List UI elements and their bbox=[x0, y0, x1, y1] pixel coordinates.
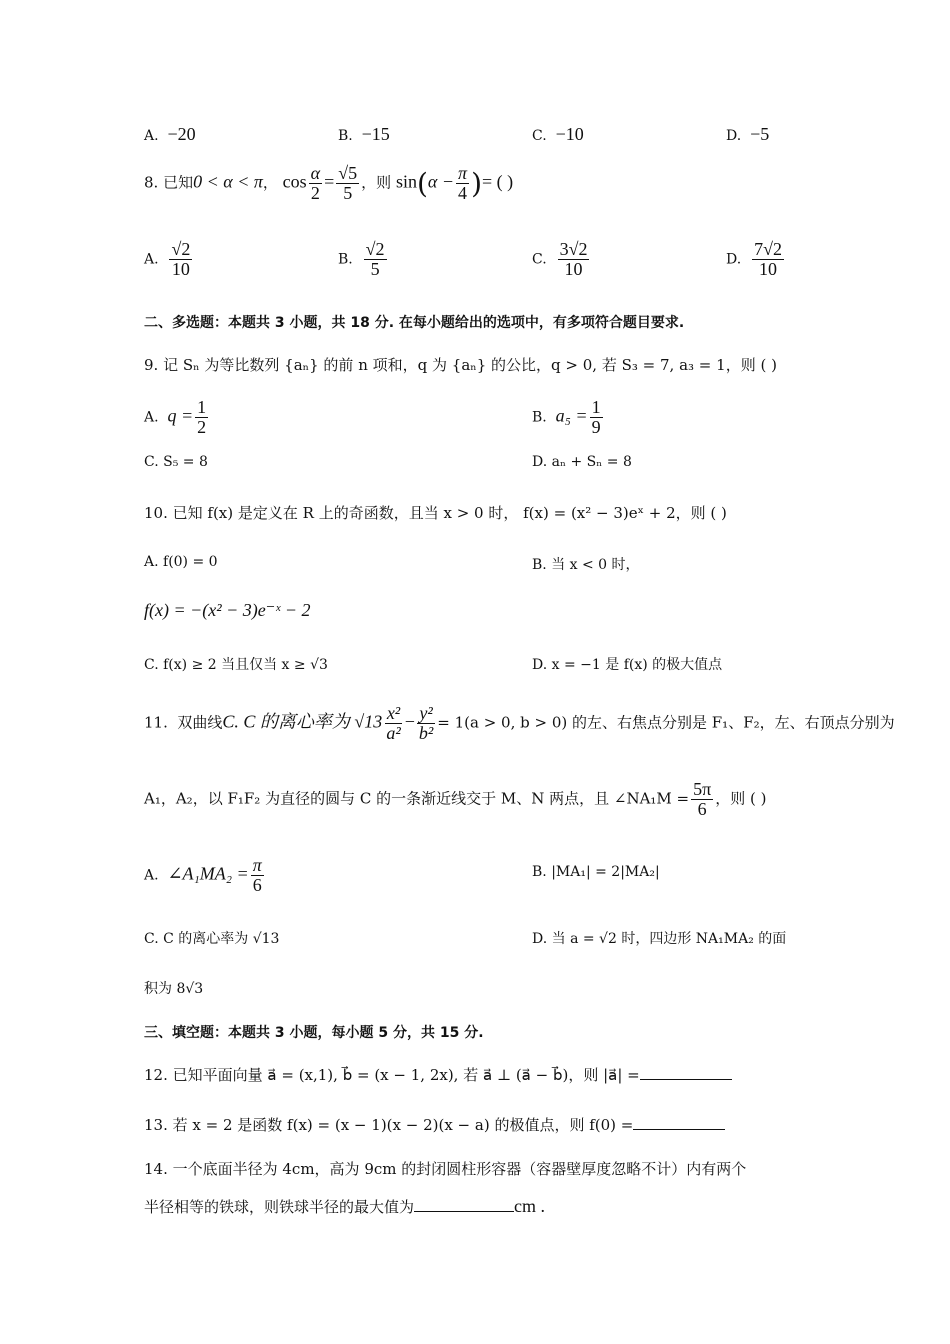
q11-option-c: C. C 的离心率为 √13 bbox=[144, 931, 280, 947]
q9-option-d: D. aₙ + Sₙ = 8 bbox=[532, 454, 632, 470]
q8-option-d: D. $\frac{7√2}{10}$ bbox=[726, 239, 782, 279]
q9-option-a: A. q = $\frac{1}{2}$ bbox=[144, 397, 207, 437]
question-8: 8. 已知0 < α < π， cos $\frac{\alpha}{2}$ = $\frac{√5}{5}$ ，则 sin(α − $\frac{\pi}{4}$ )= ( ) bbox=[144, 163, 514, 203]
q7-option-a: A. −20 bbox=[144, 124, 196, 144]
q7-option-b: B. −15 bbox=[338, 124, 390, 144]
question-10: 10. 已知 f(x) 是定义在 R 上的奇函数，且当 x > 0 时， f(x) = (x² − 3)eˣ + 2，则 ( ) bbox=[144, 504, 727, 522]
q10-option-b: B. 当 x < 0 时， bbox=[532, 557, 640, 573]
q8-option-c: C. $\frac{3√2}{10}$ bbox=[532, 239, 588, 279]
q11-option-b: B. |MA₁| = 2|MA₂| bbox=[532, 864, 660, 880]
q10-option-d: D. x = −1 是 f(x) 的极大值点 bbox=[532, 657, 723, 673]
q8-option-b: B. $\frac{√2}{5}$ bbox=[338, 239, 385, 279]
q11-option-d: D. 当 a = √2 时，四边形 NA₁MA₂ 的面 bbox=[532, 931, 787, 947]
question-14: 14. 一个底面半径为 4cm，高为 9cm 的封闭圆柱形容器（容器壁厚度忽略不计）内有两个 bbox=[144, 1160, 747, 1178]
q10-option-b-continued: f(x) = −(x² − 3)e⁻ˣ − 2 bbox=[144, 600, 311, 620]
question-11: 11. 双曲线C. C 的离心率为 √13 $\frac{\text{x²}}{\text{a²}}$ − $\frac{\text{y²}}{\text{b²}}$ = 1(a > 0, b > 0) 的左、右焦点分别是 F₁、F₂，左、右顶点分别为 bbox=[144, 703, 895, 743]
q9-option-c: C. S₅ = 8 bbox=[144, 454, 208, 470]
question-9: 9. 记 Sₙ 为等比数列 {aₙ} 的前 n 项和，q 为 {aₙ} 的公比，q > 0, 若 S₃ = 7, a₃ = 1，则 ( ) bbox=[144, 356, 777, 374]
section-3-heading: 三、填空题：本题共 3 小题，每小题 5 分，共 15 分. bbox=[144, 1025, 484, 1041]
question-12: 12. 已知平面向量 a⃗ = (x,1), b⃗ = (x − 1, 2x), 若 a⃗ ⊥ (a⃗ − b⃗)，则 |a⃗| = bbox=[144, 1064, 732, 1085]
q14-answer-blank[interactable] bbox=[414, 1197, 514, 1212]
q12-answer-blank[interactable] bbox=[640, 1065, 732, 1080]
q11-option-a: A. ∠A₁MA₂ = $\frac{\pi}{6}$ bbox=[144, 855, 262, 895]
q7-option-c: C. −10 bbox=[532, 124, 584, 144]
q11-option-d-continued: 积为 8√3 bbox=[144, 981, 204, 997]
q10-option-c: C. f(x) ≥ 2 当且仅当 x ≥ √3 bbox=[144, 657, 328, 673]
q7-option-d: D. −5 bbox=[726, 124, 770, 144]
question-11-line-2: A₁，A₂，以 F₁F₂ 为直径的圆与 C 的一条渐近线交于 M、N 两点，且 ∠NA₁M = $\frac{5\pi}{6}$ ，则 ( ) bbox=[144, 779, 767, 819]
question-13: 13. 若 x = 2 是函数 f(x) = (x − 1)(x − 2)(x − a) 的极值点，则 f(0) = bbox=[144, 1114, 725, 1135]
q10-option-a: A. f(0) = 0 bbox=[144, 554, 218, 570]
section-2-heading: 二、多选题：本题共 3 小题，共 18 分. 在每小题给出的选项中，有多项符合题目要求. bbox=[144, 315, 685, 331]
q9-option-b: B. a₅ = $\frac{1}{9}$ bbox=[532, 397, 601, 437]
q13-answer-blank[interactable] bbox=[633, 1115, 725, 1130]
q8-option-a: A. $\frac{√2}{10}$ bbox=[144, 239, 191, 279]
question-14-line-2: 半径相等的铁球，则铁球半径的最大值为 cm . bbox=[144, 1196, 546, 1216]
